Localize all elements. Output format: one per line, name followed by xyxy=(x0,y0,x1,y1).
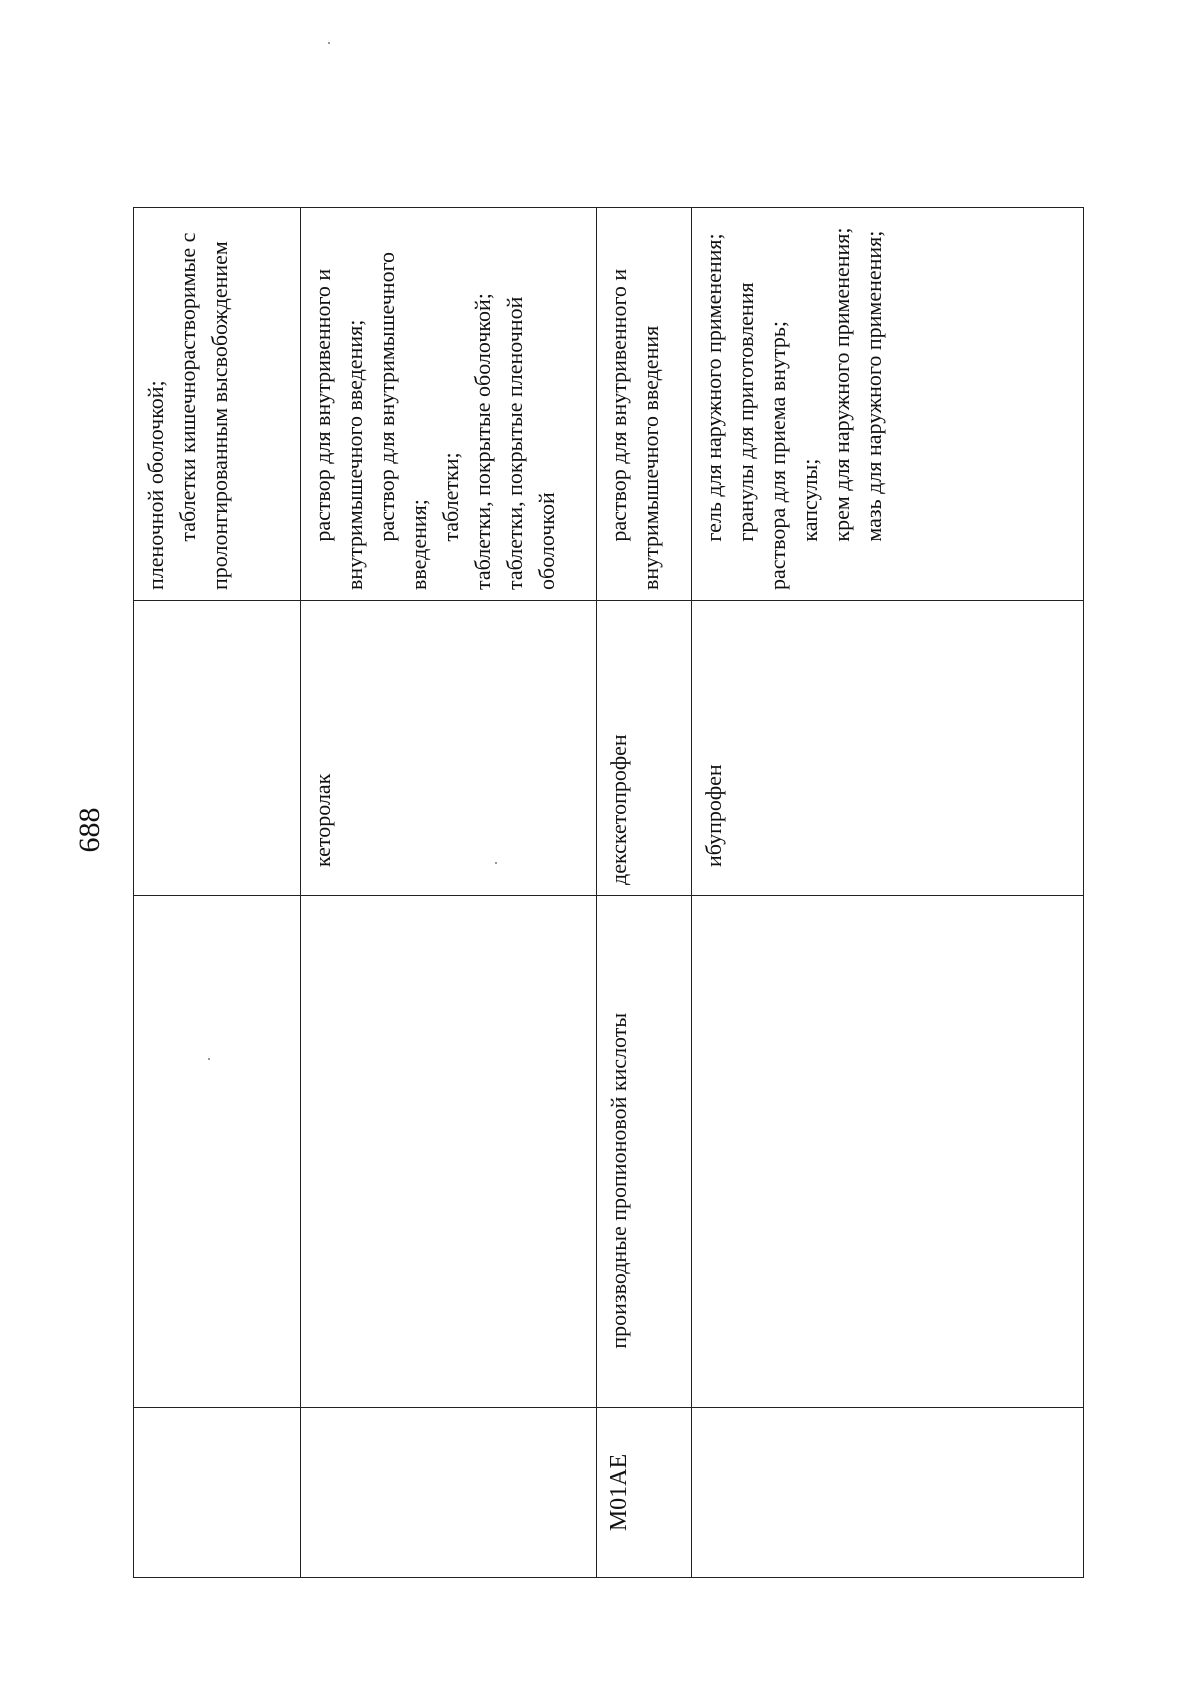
scan-speck xyxy=(328,42,330,44)
atc-code-cell xyxy=(692,1408,1084,1578)
dosage-form: гранулы для приготовления раствора для приема внутрь; xyxy=(733,282,790,590)
dosage-form: таблетки, покрытые пленочной оболочкой xyxy=(502,296,559,590)
medication-table xyxy=(133,207,1084,1578)
dosage-forms-cell xyxy=(301,208,597,601)
atc-code-cell xyxy=(134,1408,301,1578)
dosage-form: раствор для внутримышечного введения; xyxy=(374,251,431,590)
drug-name-cell: декскетопрофен xyxy=(597,601,692,896)
table-row xyxy=(301,208,597,1578)
dosage-form: таблетки, покрытые оболочкой; xyxy=(470,293,495,590)
table-row xyxy=(692,208,1084,1578)
atc-code-cell: M01AE xyxy=(597,1408,692,1578)
group-cell xyxy=(134,896,301,1408)
rotated-table-container xyxy=(133,208,1083,1578)
page-number: 688 xyxy=(73,807,106,853)
group-cell xyxy=(597,896,692,1408)
dosage-form: пленочной оболочкой; xyxy=(143,380,168,590)
drug-name-cell xyxy=(134,601,301,896)
table-row xyxy=(134,208,301,1578)
dosage-form: мазь для наружного применения; xyxy=(861,230,886,542)
group-label: производные пропионовой кислоты xyxy=(606,1012,631,1349)
dosage-form: капсулы; xyxy=(797,458,822,542)
dosage-form: таблетки кишечнорастворимые с пролонгированным высвобождением xyxy=(175,232,232,590)
table-row xyxy=(597,208,692,1578)
dosage-form: раствор для внутривенного и внутримышечного введения; xyxy=(310,268,367,590)
dosage-forms-cell xyxy=(134,208,301,601)
dosage-form: таблетки; xyxy=(438,452,463,542)
dosage-forms-cell xyxy=(597,208,692,601)
drug-name-cell: ибупрофен xyxy=(692,601,1084,896)
dosage-form: раствор для внутривенного и внутримышечного введения xyxy=(606,268,663,590)
dosage-form: гель для наружного применения; xyxy=(701,233,726,542)
drug-name-cell: кеторолак xyxy=(301,601,597,896)
group-cell xyxy=(692,896,1084,1408)
group-cell xyxy=(301,896,597,1408)
dosage-form: крем для наружного применения; xyxy=(829,227,854,542)
dosage-forms-cell xyxy=(692,208,1084,601)
atc-code-cell xyxy=(301,1408,597,1578)
